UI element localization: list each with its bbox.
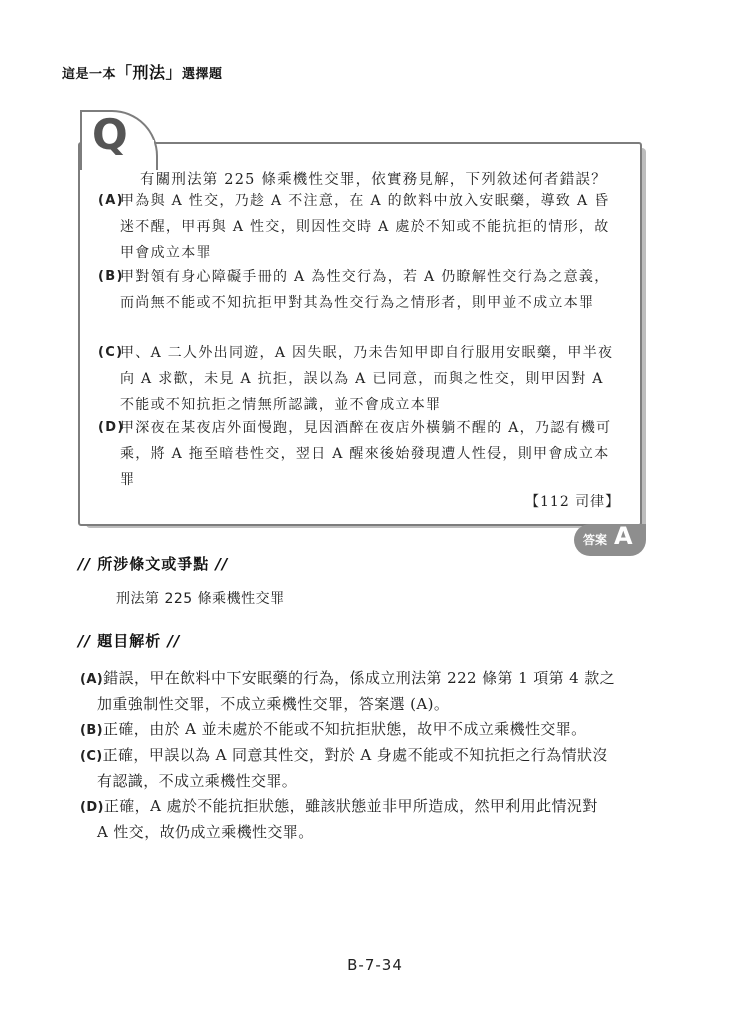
header-suffix: 選擇題 [182, 67, 223, 82]
statute-heading: // 所涉條文或爭點 // [78, 555, 229, 573]
header-prefix: 這是一本 [62, 67, 117, 82]
analysis-heading: // 題目解析 // [78, 632, 181, 650]
option-label: (C) [98, 345, 124, 360]
analysis-item-b: (B)正確，由於 A 並未處於不能或不知抗拒狀態，故甲不成立乘機性交罪。 [80, 720, 587, 738]
running-header [62, 60, 223, 83]
option-text: 甲深夜在某夜店外面慢跑，見因酒醉在夜店外橫躺不醒的 A，乃認有機可乘，將 A 拖至暗巷性交，翌日 A 醒來後始發現遭人性侵，則甲會成立本罪 [120, 420, 612, 488]
question-stem: 有關刑法第 225 條乘機性交罪，依實務見解，下列敘述何者錯誤？ [140, 172, 607, 188]
option-text: 甲對領有身心障礙手冊的 A 為性交行為，若 A 仍瞭解性交行為之意義，而尚無不能或不知抗拒甲對其為性交行為之情形者，則甲並不成立本罪 [120, 269, 610, 311]
question-marker: Q [92, 110, 128, 159]
header-brand: 「刑法」 [116, 63, 183, 82]
answer-value: A [614, 522, 633, 550]
analysis-item-c: (C)正確，甲誤以為 A 同意其性交，對於 A 身處不能或不知抗拒之行為情狀沒 有認識，不成立乘機性交罪。 [80, 746, 608, 790]
analysis-item-a: (A)錯誤，甲在飲料中下安眠藥的行為，係成立刑法第 222 條第 1 項第 4 款之 加重強制性交罪，不成立乘機性交罪，答案選 (A)。 [80, 669, 616, 713]
option-label: (D) [98, 420, 125, 435]
option-text: 甲、A 二人外出同遊，A 因失眠，乃未告知甲即自行服用安眠藥，甲半夜向 A 求歡，未見 A 抗拒，誤以為 A 已同意，而與之性交，則甲因對 A 不能或不知抗拒之情無所認識，並不會成立本罪 [120, 345, 614, 413]
option-label: (A) [98, 193, 124, 208]
option-text: 甲為與 A 性交，乃趁 A 不注意，在 A 的飲料中放入安眠藥，導致 A 昏迷不醒，甲再與 A 性交，則因性交時 A 處於不知或不能抗拒的情形，故甲會成立本罪 [120, 193, 610, 261]
option-a [98, 188, 620, 266]
option-label: (B) [98, 269, 124, 284]
statute-text: 刑法第 225 條乘機性交罪 [116, 591, 285, 607]
question-source: 【112 司律】 [525, 494, 621, 510]
answer-label: 答案 [583, 533, 608, 547]
option-d [98, 415, 620, 493]
analysis-item-d: (D)正確，A 處於不能抗拒狀態，雖該狀態並非甲所造成，然甲利用此情況對 A 性交，故仍成立乘機性交罪。 [80, 797, 598, 841]
option-c [98, 340, 620, 418]
page-number: B-7-34 [347, 956, 403, 974]
option-b [98, 264, 620, 316]
